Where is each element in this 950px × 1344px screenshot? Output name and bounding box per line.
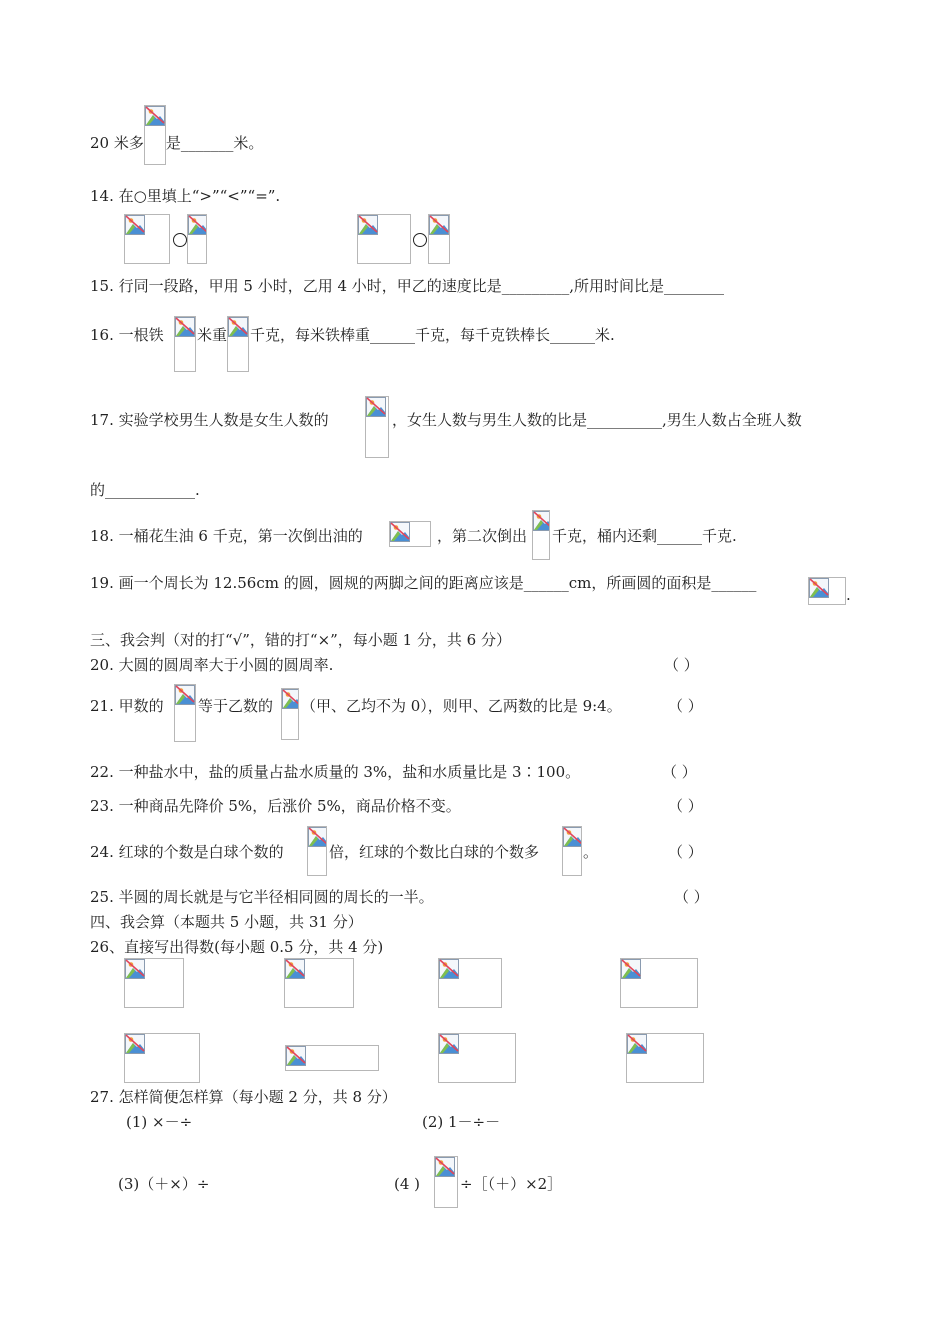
broken-image-icon <box>175 685 195 705</box>
image-placeholder <box>808 577 846 605</box>
q24-text-c: 。 <box>583 843 599 861</box>
q15-text: 15. 行同一段路，甲用 5 小时，乙用 4 小时，甲乙的速度比是_________,所用时间比是________ <box>90 277 725 295</box>
image-placeholder <box>620 958 698 1008</box>
q24-text-b: 倍，红球的个数比白球的个数多 <box>329 843 540 861</box>
q21-text-c: （甲、乙均不为 0），则甲、乙两数的比是 9:4。 <box>301 697 622 715</box>
q13-blank: _______ <box>180 134 234 152</box>
broken-image-icon <box>439 959 459 979</box>
image-placeholder <box>284 958 354 1008</box>
q26-text: 26、直接写出得数(每小题 0.5 分，共 4 分) <box>90 938 384 956</box>
image-placeholder <box>124 958 184 1008</box>
q25-text: 25. 半圆的周长就是与它半径相同圆的周长的一半。 <box>90 888 434 906</box>
image-placeholder <box>428 214 450 264</box>
image-placeholder <box>365 396 389 458</box>
q17-text-b: ，女生人数与男生人数的比是__________,男生人数占全班人数 <box>392 411 802 429</box>
broken-image-icon <box>627 1034 647 1054</box>
section-3-heading: 三、我会判（对的打“√”，错的打“×”，每小题 1 分，共 6 分） <box>90 631 511 649</box>
q24-answer-paren[interactable]: （ ） <box>668 843 703 861</box>
q18-text-c: 千克，桶内还剩______千克. <box>552 527 737 545</box>
q25-answer-paren[interactable]: （ ） <box>674 888 709 906</box>
broken-image-icon <box>533 511 550 531</box>
image-placeholder <box>227 316 249 372</box>
compare-circle[interactable] <box>413 233 427 247</box>
compare-circle[interactable] <box>173 233 187 247</box>
image-placeholder <box>307 826 327 876</box>
q13-line <box>90 121 263 165</box>
image-placeholder <box>562 826 582 876</box>
q18-text-b: ，第二次倒出 <box>437 527 528 545</box>
image-placeholder <box>532 510 550 560</box>
image-placeholder <box>144 105 166 165</box>
q27-part-3: (3)（＋×）÷ <box>118 1175 210 1193</box>
broken-image-icon <box>809 578 829 598</box>
q16-text-a: 16. 一根铁 <box>90 326 164 344</box>
q18-text-a: 18. 一桶花生油 6 千克，第一次倒出油的 <box>90 527 363 545</box>
broken-image-icon <box>188 215 207 235</box>
broken-image-icon <box>125 215 145 235</box>
q22-answer-paren[interactable]: （ ） <box>662 763 697 781</box>
q16-text-c: 千克，每米铁棒重______千克，每千克铁棒长______米. <box>250 326 615 344</box>
image-placeholder <box>281 688 299 740</box>
q21-answer-paren[interactable]: （ ） <box>668 697 703 715</box>
image-placeholder <box>124 214 170 264</box>
broken-image-icon <box>390 522 410 542</box>
broken-image-icon <box>282 689 299 709</box>
q27-part-4-label: (4 ) <box>394 1175 421 1193</box>
q22-text: 22. 一种盐水中，盐的质量占盐水质量的 3%，盐和水质量比是 3∶100。 <box>90 763 581 781</box>
broken-image-icon <box>285 959 305 979</box>
q13-unit: 米。 <box>233 134 264 152</box>
q24-text-a: 24. 红球的个数是白球个数的 <box>90 843 284 861</box>
broken-image-icon <box>125 1034 145 1054</box>
broken-image-icon <box>429 215 449 235</box>
image-placeholder <box>434 1156 458 1208</box>
broken-image-icon <box>621 959 641 979</box>
q27-part-2: (2) 1－÷－ <box>422 1113 501 1131</box>
q27-text: 27. 怎样简便怎样算（每小题 2 分，共 8 分） <box>90 1088 397 1106</box>
q23-text: 23. 一种商品先降价 5%，后涨价 5%，商品价格不变。 <box>90 797 461 815</box>
broken-image-icon <box>145 106 165 126</box>
broken-image-icon <box>286 1046 306 1066</box>
q16-text-b: 米重 <box>197 326 228 344</box>
image-placeholder <box>187 214 207 264</box>
q17-text-c: 的____________. <box>90 481 200 499</box>
q21-text-a: 21. 甲数的 <box>90 697 164 715</box>
image-placeholder <box>285 1045 379 1071</box>
image-placeholder <box>174 316 196 372</box>
broken-image-icon <box>435 1157 455 1177</box>
image-placeholder <box>626 1033 704 1083</box>
broken-image-icon <box>366 397 386 417</box>
q27-part-1: (1) ×－÷ <box>126 1113 193 1131</box>
q19-text-a: 19. 画一个周长为 12.56cm 的圆，圆规的两脚之间的距离应该是______cm，所画圆的面积是______ <box>90 574 757 592</box>
broken-image-icon <box>125 959 145 979</box>
q13-lead: 20 米多 <box>90 134 144 152</box>
image-placeholder <box>438 1033 516 1083</box>
q27-part-4-expr: ÷［（＋）×2］ <box>460 1175 563 1193</box>
image-placeholder <box>389 521 431 547</box>
q20-answer-paren[interactable]: （ ） <box>664 656 699 674</box>
q23-answer-paren[interactable]: （ ） <box>668 797 703 815</box>
broken-image-icon <box>175 317 195 337</box>
image-placeholder <box>124 1033 200 1083</box>
q19-text-b: . <box>846 586 851 604</box>
section-4-heading: 四、我会算（本题共 5 小题，共 31 分） <box>90 913 363 931</box>
broken-image-icon <box>308 827 327 847</box>
broken-image-icon <box>563 827 582 847</box>
image-placeholder <box>357 214 411 264</box>
image-placeholder <box>174 684 196 742</box>
broken-image-icon <box>358 215 378 235</box>
broken-image-icon <box>228 317 248 337</box>
q13-mid: 是 <box>165 134 181 152</box>
q14-text: 14. 在○里填上“>”“<”“=”. <box>90 187 281 205</box>
q21-text-b: 等于乙数的 <box>198 697 274 715</box>
q20-text: 20. 大圆的圆周率大于小圆的圆周率. <box>90 656 334 674</box>
q17-text-a: 17. 实验学校男生人数是女生人数的 <box>90 411 329 429</box>
image-placeholder <box>438 958 502 1008</box>
broken-image-icon <box>439 1034 459 1054</box>
